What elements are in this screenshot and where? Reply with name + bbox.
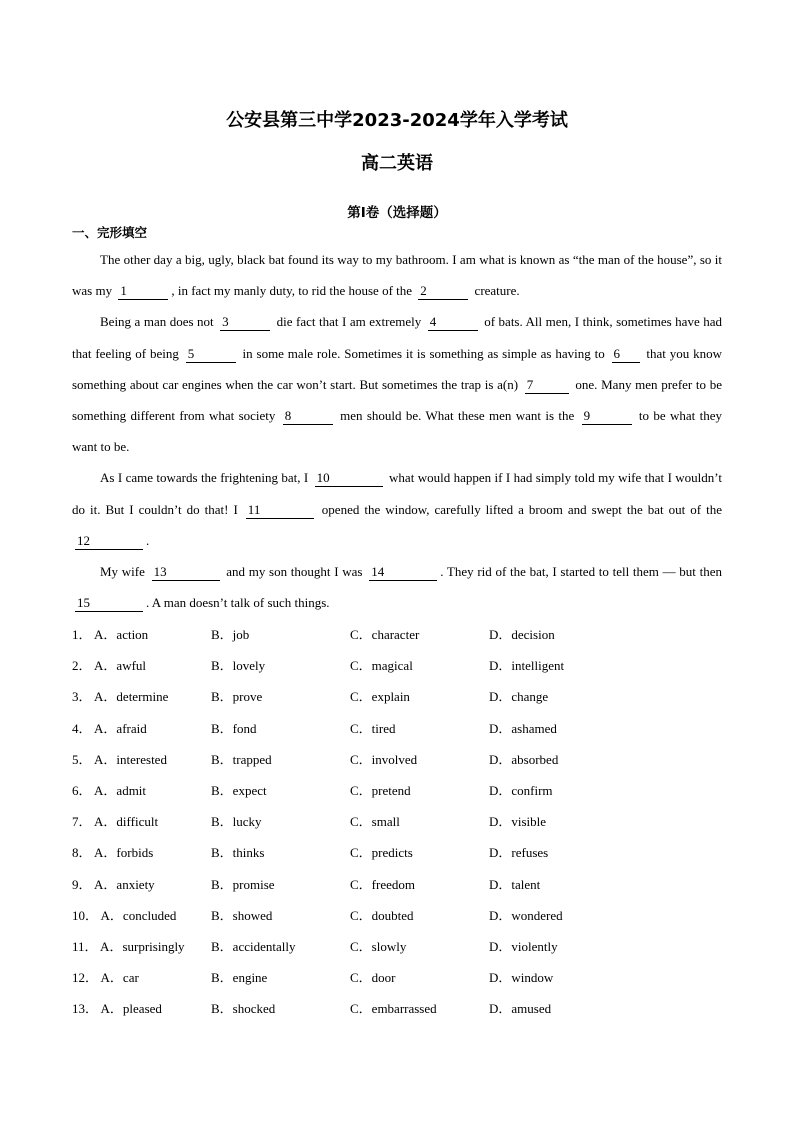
blank-7[interactable]: 7	[525, 377, 569, 394]
option-a[interactable]: 6． A．admit	[72, 783, 147, 799]
exam-subject: 高二英语	[361, 153, 433, 174]
blank-5[interactable]: 5	[186, 346, 236, 363]
option-d[interactable]: D．visible	[489, 814, 547, 830]
section-heading: 一、完形填空	[72, 225, 148, 240]
blank-1[interactable]: 1	[118, 283, 168, 300]
blank-9[interactable]: 9	[582, 408, 632, 425]
option-b[interactable]: B．job	[211, 627, 250, 643]
option-a[interactable]: 1． A．action	[72, 627, 149, 643]
option-d[interactable]: D．refuses	[489, 845, 549, 861]
option-c[interactable]: C．tired	[350, 720, 396, 736]
blank-13[interactable]: 13	[152, 564, 220, 581]
question-row	[72, 992, 722, 1023]
option-c[interactable]: C．doubted	[350, 907, 414, 923]
option-c[interactable]: C．character	[350, 627, 420, 643]
option-b[interactable]: B．promise	[211, 876, 275, 892]
option-c[interactable]: C．involved	[350, 751, 418, 767]
blank-2[interactable]: 2	[418, 283, 468, 300]
option-c[interactable]: C．slowly	[350, 938, 407, 954]
passage-paragraph: Being a man does not 3 die fact that I am extremely 4 of bats. All men, I think, sometimes have had that feeling of being 5 in some male role. Sometimes it is something as simple as having to 6 that you know something about car engines when the car won’t start. But sometimes the trap is a(n) 7 one. Many men prefer to be something different from what society 8 men should be. What these men want is the 9 to be what they want to be.	[72, 314, 723, 455]
option-c[interactable]: C．pretend	[350, 783, 411, 799]
blank-11[interactable]: 11	[246, 502, 314, 519]
cloze-passage	[72, 244, 722, 618]
blank-12[interactable]: 12	[75, 533, 143, 550]
passage-paragraph: As I came towards the frightening bat, I 10 what would happen if I had simply told my wife that I wouldn’t do it. But I couldn’t do that! I 11 opened the window, carefully lifted a broom and swept the bat out of the 12 .	[72, 470, 722, 548]
question-row	[72, 930, 722, 961]
option-b[interactable]: B．lovely	[211, 658, 266, 674]
option-d[interactable]: D．decision	[489, 627, 555, 643]
option-c[interactable]: C．freedom	[350, 876, 415, 892]
question-row	[72, 899, 722, 930]
blank-10[interactable]: 10	[315, 470, 383, 487]
option-d[interactable]: D．amused	[489, 1001, 552, 1017]
question-row	[72, 680, 722, 711]
blank-6[interactable]: 6	[612, 346, 640, 363]
question-row	[72, 836, 722, 867]
option-a[interactable]: 13． A．pleased	[72, 1001, 162, 1017]
option-a[interactable]: 3． A．determine	[72, 689, 169, 705]
option-c[interactable]: C．embarrassed	[350, 1001, 437, 1017]
blank-8[interactable]: 8	[283, 408, 333, 425]
option-a[interactable]: 8． A．forbids	[72, 845, 154, 861]
passage-paragraph: My wife 13 and my son thought I was 14 . They rid of the bat, I started to tell them — but then 15 . A man doesn’t talk of such things.	[77, 564, 722, 611]
option-a[interactable]: 7． A．difficult	[72, 814, 159, 830]
option-b[interactable]: B．prove	[211, 689, 263, 705]
option-b[interactable]: B．fond	[211, 720, 257, 736]
part-heading: 第I卷（选择题）	[347, 205, 447, 221]
option-c[interactable]: C．predicts	[350, 845, 413, 861]
option-b[interactable]: B．engine	[211, 970, 268, 986]
option-d[interactable]: D．confirm	[489, 783, 553, 799]
option-a[interactable]: 5． A．interested	[72, 751, 167, 767]
option-d[interactable]: D．violently	[489, 938, 558, 954]
option-c[interactable]: C．explain	[350, 689, 410, 705]
blank-3[interactable]: 3	[220, 314, 270, 331]
question-row	[72, 774, 722, 805]
question-row	[72, 649, 722, 680]
question-row	[72, 743, 722, 774]
option-d[interactable]: D．change	[489, 689, 549, 705]
question-row	[72, 618, 722, 649]
option-a[interactable]: 12． A．car	[72, 970, 139, 986]
option-a[interactable]: 9． A．anxiety	[72, 876, 155, 892]
option-d[interactable]: D．absorbed	[489, 751, 559, 767]
option-a[interactable]: 11． A．surprisingly	[72, 938, 185, 954]
passage-paragraph: The other day a big, ugly, black bat found its way to my bathroom. I am what is known as “the man of the house”, so it was my 1 , in fact my manly duty, to rid the house of the 2 creature.	[72, 252, 722, 299]
option-b[interactable]: B．trapped	[211, 751, 272, 767]
option-c[interactable]: C．small	[350, 814, 400, 830]
question-row	[72, 868, 722, 899]
option-c[interactable]: C．door	[350, 970, 396, 986]
option-b[interactable]: B．showed	[211, 907, 273, 923]
option-b[interactable]: B．expect	[211, 783, 267, 799]
option-d[interactable]: D．talent	[489, 876, 541, 892]
blank-14[interactable]: 14	[369, 564, 437, 581]
option-b[interactable]: B．lucky	[211, 814, 262, 830]
option-a[interactable]: 10． A．concluded	[72, 907, 177, 923]
question-options	[72, 618, 722, 1023]
blank-4[interactable]: 4	[428, 314, 478, 331]
blank-15[interactable]: 15	[75, 595, 143, 612]
option-a[interactable]: 4． A．afraid	[72, 720, 147, 736]
question-row	[72, 961, 722, 992]
question-row	[72, 712, 722, 743]
option-b[interactable]: B．shocked	[211, 1001, 276, 1017]
option-a[interactable]: 2． A．awful	[72, 658, 147, 674]
option-c[interactable]: C．magical	[350, 658, 413, 674]
exam-title: 公安县第三中学2023-2024学年入学考试	[226, 110, 568, 131]
option-d[interactable]: D．intelligent	[489, 658, 565, 674]
option-d[interactable]: D．ashamed	[489, 720, 557, 736]
question-row	[72, 805, 722, 836]
option-d[interactable]: D．window	[489, 970, 554, 986]
option-b[interactable]: B．thinks	[211, 845, 265, 861]
option-b[interactable]: B．accidentally	[211, 938, 296, 954]
option-d[interactable]: D．wondered	[489, 907, 563, 923]
